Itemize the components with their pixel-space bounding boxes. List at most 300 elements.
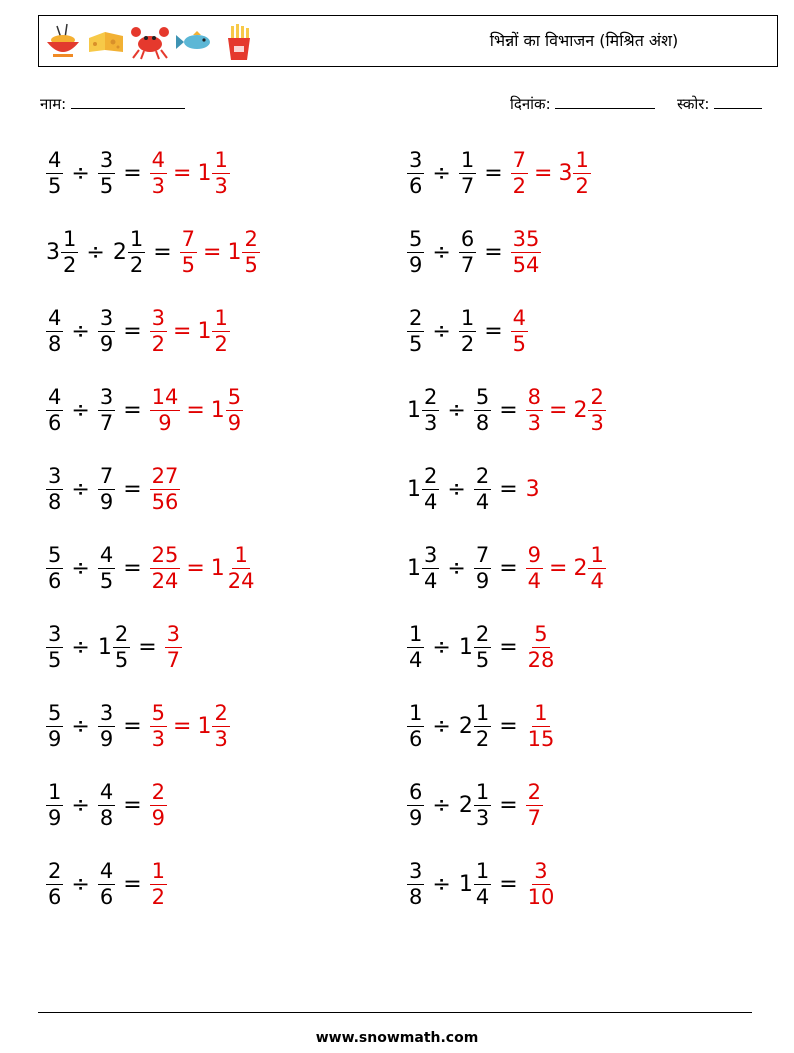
denominator: 6 — [48, 568, 62, 593]
numerator: 2 — [214, 700, 228, 725]
numerator: 5 — [409, 226, 423, 251]
problem-item — [46, 773, 167, 837]
divide-sign: ÷ — [432, 160, 451, 186]
answer-equals-sign: = — [186, 397, 205, 423]
equals-sign: = — [499, 397, 518, 423]
equals-sign: = — [499, 792, 518, 818]
fraction — [422, 384, 439, 435]
name-label: नाम: — [40, 95, 67, 113]
answer — [511, 226, 542, 277]
divide-sign: ÷ — [432, 239, 451, 265]
divisor — [98, 384, 115, 435]
fraction — [212, 305, 229, 356]
numerator: 4 — [48, 384, 62, 409]
answer-equals-sign: = — [173, 713, 192, 739]
numerator: 1 — [475, 779, 490, 804]
problem-item — [407, 457, 541, 521]
answer-fraction — [526, 858, 557, 909]
numerator: 3 — [424, 542, 438, 567]
divisor — [98, 700, 115, 751]
answer-fraction — [180, 226, 197, 277]
divide-sign: ÷ — [432, 318, 451, 344]
fraction — [474, 858, 491, 909]
denominator: 9 — [409, 805, 423, 830]
answer-fraction — [526, 542, 543, 593]
answer-equals-sign: = — [549, 555, 568, 581]
whole-number: 2 — [112, 239, 127, 265]
denominator: 3 — [151, 173, 165, 198]
noodle-bowl-icon — [43, 22, 83, 62]
fraction — [511, 305, 528, 356]
answer-equals-sign: = — [549, 397, 568, 423]
divisor — [98, 305, 115, 356]
numerator: 14 — [151, 384, 179, 409]
dividend — [407, 542, 439, 593]
fraction — [511, 226, 542, 277]
fraction — [242, 226, 259, 277]
answer — [150, 542, 257, 593]
answer-equals-sign: = — [203, 239, 222, 265]
denominator: 2 — [151, 884, 165, 909]
whole-number: 2 — [458, 792, 473, 818]
header-icons — [43, 22, 259, 62]
numerator: 3 — [409, 858, 423, 883]
fraction — [526, 542, 543, 593]
fraction — [150, 858, 167, 909]
equals-sign: = — [123, 713, 142, 739]
denominator: 5 — [512, 331, 526, 356]
divide-sign: ÷ — [71, 792, 90, 818]
fraction — [474, 700, 491, 751]
problem-item — [407, 299, 528, 363]
numerator: 1 — [129, 226, 144, 251]
answer — [150, 305, 230, 356]
numerator: 1 — [63, 226, 77, 251]
divisor — [474, 463, 491, 514]
answer — [150, 700, 230, 751]
footer-website: www.snowmath.com — [315, 1030, 479, 1046]
dividend — [46, 463, 63, 514]
numerator: 2 — [48, 858, 62, 883]
fraction — [422, 542, 439, 593]
fraction — [46, 384, 63, 435]
worksheet-header — [38, 15, 778, 67]
answer-fraction — [526, 477, 541, 502]
denominator: 6 — [48, 884, 62, 909]
fraction — [128, 226, 145, 277]
fraction — [98, 542, 115, 593]
whole-number: 1 — [210, 555, 225, 581]
problem-item — [46, 694, 230, 758]
denominator: 3 — [214, 726, 228, 751]
problem-item — [407, 378, 606, 442]
fraction — [46, 463, 63, 514]
fraction — [226, 384, 243, 435]
denominator: 4 — [424, 568, 438, 593]
dividend — [46, 858, 63, 909]
numerator: 3 — [534, 858, 548, 883]
denominator: 4 — [475, 489, 490, 514]
fries-icon — [219, 22, 259, 62]
denominator: 3 — [590, 410, 604, 435]
problem-item — [407, 852, 556, 916]
whole-number: 1 — [407, 397, 421, 423]
worksheet-title: भिन्नों का विभाजन (मिश्रित अंश) — [489, 31, 679, 50]
fraction — [61, 226, 78, 277]
denominator: 8 — [409, 884, 423, 909]
answer-fraction — [150, 305, 167, 356]
fraction — [407, 621, 424, 672]
denominator: 8 — [48, 331, 62, 356]
denominator: 9 — [99, 726, 114, 751]
numerator: 6 — [409, 779, 423, 804]
whole-number: 1 — [210, 397, 225, 423]
fraction — [459, 226, 476, 277]
denominator: 2 — [129, 252, 144, 277]
divisor — [458, 621, 491, 672]
problem-item — [407, 536, 606, 600]
whole-number: 1 — [197, 160, 212, 186]
denominator: 3 — [475, 805, 490, 830]
numerator: 3 — [99, 384, 114, 409]
numerator: 4 — [48, 305, 62, 330]
numerator: 1 — [460, 305, 475, 330]
answer-fraction — [150, 384, 181, 435]
dividend — [46, 305, 63, 356]
answer-mixed-number — [197, 147, 229, 198]
equals-sign: = — [123, 792, 142, 818]
dividend — [407, 463, 439, 514]
fraction — [150, 305, 167, 356]
fraction — [588, 542, 605, 593]
answer-equals-sign: = — [186, 555, 205, 581]
numerator: 35 — [512, 226, 540, 251]
denominator: 2 — [63, 252, 77, 277]
numerator: 5 — [534, 621, 548, 646]
fraction — [98, 463, 115, 514]
fraction — [474, 384, 491, 435]
fraction — [422, 463, 439, 514]
denominator: 5 — [48, 647, 62, 672]
divisor — [459, 147, 476, 198]
fraction — [526, 779, 543, 830]
dividend — [46, 384, 63, 435]
fraction — [98, 305, 115, 356]
denominator: 9 — [48, 805, 62, 830]
score-blank — [714, 94, 762, 109]
equals-sign: = — [484, 160, 503, 186]
denominator: 7 — [166, 647, 180, 672]
fraction — [407, 779, 424, 830]
answer-mixed-number — [573, 384, 605, 435]
score-field — [677, 94, 762, 114]
answer — [180, 226, 260, 277]
numerator: 1 — [409, 700, 423, 725]
denominator: 6 — [99, 884, 114, 909]
denominator: 6 — [409, 173, 423, 198]
fraction — [407, 226, 424, 277]
answer — [150, 147, 230, 198]
divide-sign: ÷ — [447, 397, 466, 423]
answer-fraction — [150, 858, 167, 909]
denominator: 9 — [158, 410, 172, 435]
divisor — [458, 779, 491, 830]
whole-number: 1 — [97, 634, 112, 660]
numerator: 3 — [166, 621, 180, 646]
fraction — [150, 779, 167, 830]
numerator: 4 — [99, 542, 114, 567]
numerator: 7 — [99, 463, 114, 488]
numerator: 3 — [99, 700, 114, 725]
numerator: 1 — [214, 147, 228, 172]
denominator: 4 — [409, 647, 423, 672]
dividend — [407, 700, 424, 751]
numerator: 1 — [534, 700, 548, 725]
fraction — [588, 384, 605, 435]
numerator: 4 — [151, 147, 165, 172]
denominator: 5 — [244, 252, 258, 277]
divide-sign: ÷ — [447, 476, 466, 502]
divisor — [474, 542, 491, 593]
fraction — [526, 858, 557, 909]
fraction — [212, 147, 229, 198]
numerator: 25 — [151, 542, 179, 567]
denominator: 5 — [99, 568, 114, 593]
fraction — [474, 621, 491, 672]
answer-fraction — [511, 147, 528, 198]
equals-sign: = — [499, 871, 518, 897]
problem-item — [46, 457, 180, 521]
answer — [526, 700, 557, 751]
problem-item — [407, 615, 556, 679]
divisor — [98, 542, 115, 593]
denominator: 3 — [214, 173, 228, 198]
denominator: 6 — [48, 410, 62, 435]
denominator: 4 — [527, 568, 541, 593]
answer-fraction — [511, 305, 528, 356]
denominator: 2 — [512, 173, 526, 198]
date-field — [510, 94, 655, 114]
fraction — [165, 621, 182, 672]
fraction — [526, 700, 557, 751]
denominator: 9 — [151, 805, 165, 830]
equals-sign: = — [123, 318, 142, 344]
answer — [511, 147, 591, 198]
denominator: 4 — [590, 568, 604, 593]
divide-sign: ÷ — [432, 871, 451, 897]
answer-equals-sign: = — [173, 318, 192, 344]
answer-fraction — [526, 779, 543, 830]
numerator: 7 — [181, 226, 195, 251]
problem-item — [407, 773, 543, 837]
whole-number: 2 — [458, 713, 473, 739]
dividend — [46, 147, 63, 198]
denominator: 4 — [424, 489, 438, 514]
footer-divider — [38, 1012, 752, 1013]
numerator: 9 — [527, 542, 541, 567]
crab-icon — [129, 22, 171, 62]
answer-mixed-number — [558, 147, 590, 198]
denominator: 9 — [227, 410, 242, 435]
fraction — [113, 621, 130, 672]
whole-number: 1 — [407, 555, 421, 581]
divisor — [98, 147, 115, 198]
denominator: 7 — [99, 410, 114, 435]
answer-fraction — [150, 147, 167, 198]
answer-fraction — [150, 779, 167, 830]
divisor — [98, 463, 115, 514]
divide-sign: ÷ — [71, 397, 90, 423]
equals-sign: = — [138, 634, 157, 660]
denominator: 15 — [527, 726, 555, 751]
dividend — [407, 779, 424, 830]
problem-item — [46, 220, 260, 284]
denominator: 56 — [151, 489, 179, 514]
denominator: 8 — [99, 805, 114, 830]
denominator: 9 — [409, 252, 423, 277]
divisor — [98, 858, 115, 909]
fraction — [212, 700, 229, 751]
fraction — [98, 700, 115, 751]
answer-mixed-number — [197, 305, 229, 356]
fraction — [180, 226, 197, 277]
fraction — [46, 700, 63, 751]
denominator: 5 — [475, 647, 490, 672]
denominator: 9 — [475, 568, 490, 593]
problem-item — [46, 615, 182, 679]
fraction — [526, 384, 543, 435]
equals-sign: = — [499, 476, 518, 502]
fraction — [150, 700, 167, 751]
dividend — [46, 700, 63, 751]
divisor — [97, 621, 130, 672]
denominator: 6 — [409, 726, 423, 751]
whole-number: 3 — [525, 476, 540, 502]
denominator: 2 — [460, 331, 475, 356]
fraction — [474, 779, 491, 830]
answer-fraction — [165, 621, 182, 672]
equals-sign: = — [123, 397, 142, 423]
numerator: 27 — [151, 463, 179, 488]
numerator: 3 — [151, 305, 165, 330]
equals-sign: = — [123, 476, 142, 502]
numerator: 2 — [151, 779, 165, 804]
problem-item — [46, 378, 243, 442]
answer-mixed-number — [227, 226, 259, 277]
fraction — [459, 305, 476, 356]
numerator: 3 — [99, 147, 114, 172]
numerator: 4 — [99, 779, 114, 804]
answer-fraction — [526, 621, 557, 672]
divisor — [458, 700, 491, 751]
numerator: 1 — [151, 858, 165, 883]
dividend — [407, 226, 424, 277]
denominator: 7 — [460, 252, 475, 277]
denominator: 7 — [527, 805, 541, 830]
fraction — [98, 779, 115, 830]
dividend — [46, 542, 63, 593]
numerator: 2 — [244, 226, 258, 251]
denominator: 54 — [512, 252, 540, 277]
equals-sign: = — [499, 634, 518, 660]
numerator: 7 — [475, 542, 490, 567]
fraction — [407, 147, 424, 198]
denominator: 5 — [99, 173, 114, 198]
answer-fraction — [526, 700, 557, 751]
fraction — [46, 779, 63, 830]
cheese-icon — [85, 22, 127, 62]
whole-number: 1 — [197, 318, 212, 344]
numerator: 2 — [475, 621, 490, 646]
problem-item — [46, 141, 230, 205]
equals-sign: = — [153, 239, 172, 265]
fraction — [46, 542, 63, 593]
numerator: 1 — [590, 542, 604, 567]
problem-item — [46, 536, 257, 600]
numerator: 1 — [48, 779, 62, 804]
fraction — [150, 463, 181, 514]
divide-sign: ÷ — [71, 871, 90, 897]
dividend — [46, 621, 63, 672]
fraction — [407, 700, 424, 751]
numerator: 4 — [99, 858, 114, 883]
fraction — [150, 384, 181, 435]
fraction — [98, 147, 115, 198]
answer-fraction — [150, 700, 167, 751]
equals-sign: = — [123, 871, 142, 897]
numerator: 6 — [460, 226, 475, 251]
numerator: 2 — [424, 463, 438, 488]
equals-sign: = — [499, 713, 518, 739]
answer — [165, 621, 182, 672]
divide-sign: ÷ — [71, 713, 90, 739]
answer — [150, 779, 167, 830]
numerator: 1 — [234, 542, 248, 567]
fraction — [98, 384, 115, 435]
fraction — [46, 305, 63, 356]
numerator: 5 — [48, 700, 62, 725]
numerator: 8 — [527, 384, 541, 409]
name-field — [40, 94, 185, 114]
divide-sign: ÷ — [432, 634, 451, 660]
whole-number: 2 — [573, 555, 588, 581]
fraction — [46, 621, 63, 672]
divisor — [459, 226, 476, 277]
denominator: 5 — [48, 173, 62, 198]
divide-sign: ÷ — [71, 555, 90, 581]
answer-mixed-number — [197, 700, 229, 751]
denominator: 3 — [424, 410, 438, 435]
denominator: 9 — [48, 726, 62, 751]
equals-sign: = — [484, 318, 503, 344]
numerator: 1 — [475, 858, 490, 883]
answer — [511, 305, 528, 356]
fraction — [407, 305, 424, 356]
denominator: 8 — [48, 489, 62, 514]
answer-fraction — [150, 463, 181, 514]
problem-item — [46, 299, 230, 363]
numerator: 5 — [227, 384, 242, 409]
divide-sign: ÷ — [447, 555, 466, 581]
date-blank — [555, 94, 655, 109]
answer — [526, 542, 606, 593]
dividend — [407, 305, 424, 356]
denominator: 4 — [475, 884, 490, 909]
divide-sign: ÷ — [432, 713, 451, 739]
numerator: 4 — [48, 147, 62, 172]
whole-number: 1 — [407, 476, 421, 502]
answer-equals-sign: = — [173, 160, 192, 186]
